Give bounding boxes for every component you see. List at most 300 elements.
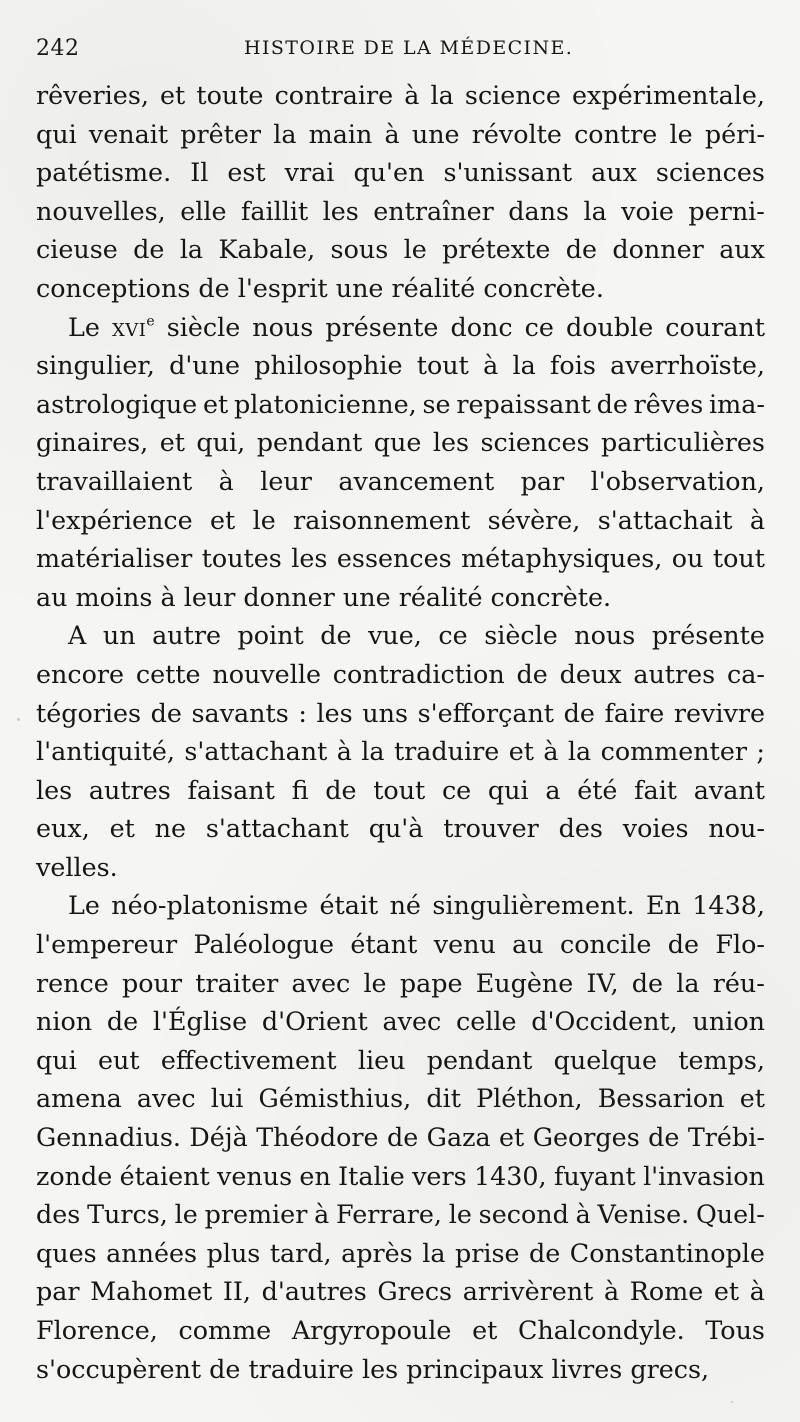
text-word: un: [102, 620, 136, 651]
text-word: double: [565, 311, 654, 342]
text-word: la: [430, 80, 454, 110]
text-word: à: [218, 465, 234, 496]
text-word: faillit: [240, 195, 309, 226]
text-word: ce: [438, 620, 468, 651]
text-word: de: [150, 697, 182, 728]
text-word: faire: [604, 697, 665, 728]
text-word: que: [373, 427, 422, 458]
text-line: s'occupèrent de traduire les principaux livres grecs,: [36, 1353, 710, 1384]
text-word: venu: [433, 929, 496, 960]
text-line: velles.: [36, 851, 118, 882]
text-word: Turcs,: [87, 1199, 168, 1230]
text-word: les: [291, 543, 328, 574]
text-word: qui,: [196, 427, 246, 458]
text-line: [36, 153, 765, 192]
text-line: [36, 886, 765, 925]
text-word: Gémisthius,: [258, 1083, 412, 1114]
text-word: autres: [633, 658, 716, 689]
text-word: II,: [222, 1276, 252, 1307]
text-word: ce: [524, 311, 554, 342]
text-word: eux,: [36, 813, 90, 844]
text-word: s'efforçant: [417, 697, 555, 728]
text-word: contraire: [274, 80, 394, 110]
text-word: sciences: [480, 427, 590, 458]
text-word: des: [36, 1199, 81, 1230]
text-word: est: [227, 157, 266, 188]
text-word: avant: [693, 774, 765, 805]
text-word: toutes: [201, 543, 282, 574]
text-word: venus: [217, 1160, 293, 1191]
text-word: la: [512, 350, 536, 381]
text-line: [36, 1002, 765, 1041]
text-word: elle: [180, 195, 227, 226]
text-line: [36, 1157, 765, 1196]
body-text: [36, 76, 765, 1388]
text-word: et: [499, 1122, 525, 1153]
text-word: cieuse: [36, 234, 118, 265]
text-word: des: [558, 813, 603, 844]
text-word: trouver: [443, 813, 539, 844]
text-line: conceptions de l'esprit une réalité concrète.: [36, 272, 604, 303]
text-word: la: [583, 195, 607, 226]
text-word: la: [676, 967, 700, 998]
running-title: HISTOIRE DE LA MÉDECINE.: [244, 37, 574, 59]
text-word: pendant: [256, 427, 363, 458]
text-word: de: [106, 1006, 139, 1037]
text-word: le: [403, 234, 427, 265]
text-word: s'attachait: [597, 504, 733, 535]
running-header: [36, 36, 764, 66]
text-word: par: [520, 465, 565, 496]
text-word: rêveries,: [36, 80, 149, 110]
text-word: essences: [336, 543, 452, 574]
text-word: Trébi-: [687, 1122, 765, 1153]
text-word: présente: [651, 620, 765, 651]
text-word: et: [472, 1315, 498, 1345]
text-word: raisonnement: [293, 504, 471, 535]
text-word: toute: [196, 80, 264, 110]
text-word: qu'à: [368, 813, 424, 844]
text-word: avec: [382, 1006, 442, 1037]
text-word: le: [363, 967, 387, 998]
text-word: :: [298, 697, 307, 728]
text-line: [36, 385, 765, 424]
text-word: à: [384, 118, 400, 149]
text-word: nou-: [708, 813, 765, 844]
text-line: [36, 346, 765, 385]
text-word: Constantinople: [569, 1237, 765, 1268]
text-word: Pléthon,: [476, 1083, 583, 1114]
text-word: Kabale,: [218, 234, 316, 265]
text-word: nion: [36, 1006, 93, 1037]
text-word: perni-: [688, 195, 765, 226]
text-word: a: [545, 774, 561, 805]
text-word: repaissant: [456, 388, 591, 419]
text-line: [36, 694, 765, 733]
text-word: Rome: [629, 1276, 704, 1307]
text-line: [36, 732, 765, 771]
text-word: Flo-: [715, 929, 765, 960]
text-word: voie: [621, 195, 674, 226]
text-word: fi: [291, 774, 309, 805]
text-word: amena: [36, 1083, 122, 1114]
text-line: [36, 809, 765, 848]
text-word: et: [203, 388, 229, 419]
text-word: à: [404, 80, 420, 110]
text-word: de: [516, 658, 548, 689]
text-word: Gennadius.: [36, 1122, 181, 1153]
text-word: révolte: [471, 118, 562, 149]
text-line: [36, 964, 765, 1003]
text-word: ne: [154, 813, 187, 844]
text-word: une: [411, 118, 460, 149]
text-word: siècle: [484, 620, 558, 651]
text-word: la: [273, 118, 297, 149]
text-word: à: [749, 504, 765, 535]
text-line: [36, 462, 765, 501]
text-word: courant: [665, 311, 765, 342]
text-word: entraîner: [373, 195, 494, 226]
text-word: qui: [36, 118, 77, 149]
text-line: [36, 115, 765, 154]
text-word: leur: [260, 465, 312, 496]
text-word: revivre: [673, 697, 765, 728]
text-word: de: [667, 929, 700, 960]
text-word: commenter: [600, 736, 747, 767]
text-word: vers: [412, 1160, 467, 1191]
text-word: de: [320, 620, 352, 651]
text-line: [36, 76, 765, 115]
text-word: se: [422, 388, 451, 419]
text-word: Bessarion: [597, 1083, 725, 1114]
text-word: étant: [350, 929, 418, 960]
text-word: pape: [399, 967, 463, 998]
text-word: métaphysiques,: [461, 543, 663, 574]
text-word: Tous: [705, 1315, 765, 1345]
text-word: A: [68, 620, 87, 651]
text-word: comme: [178, 1315, 272, 1345]
text-line: [36, 616, 765, 655]
text-word: d'une: [169, 350, 241, 381]
text-word: de: [648, 1122, 680, 1153]
text-word: était: [319, 890, 379, 921]
text-word: Gaza: [426, 1122, 491, 1153]
text-word: ques: [36, 1237, 97, 1268]
text-word: et: [508, 736, 534, 767]
text-word: à: [336, 736, 352, 767]
text-word: les: [432, 427, 470, 458]
text-word: à: [603, 1276, 620, 1307]
text-line: [36, 655, 765, 694]
text-word: astrologique: [36, 388, 198, 419]
text-word: et: [713, 1276, 740, 1307]
text-word: l'observation,: [590, 465, 765, 496]
text-word: tout: [712, 543, 765, 574]
text-word: travaillaient: [36, 465, 193, 496]
text-word: ce: [441, 774, 472, 805]
text-word: fait: [634, 774, 678, 805]
text-word: et: [210, 504, 236, 535]
text-word: le: [448, 1199, 472, 1230]
paper-speck: [731, 1401, 733, 1403]
text-word: tout: [416, 350, 469, 381]
text-line: [36, 1195, 765, 1234]
text-word: l'invasion: [643, 1160, 765, 1191]
text-word: deux: [559, 658, 622, 689]
text-word: Paléologue: [193, 929, 335, 960]
text-word: sévère,: [487, 504, 581, 535]
text-word: et: [160, 80, 186, 110]
text-word: Georges: [532, 1122, 640, 1153]
text-word: de: [325, 774, 357, 805]
text-word: nouvelles,: [36, 195, 166, 226]
text-word: Quel-: [695, 1199, 765, 1230]
text-word: s'attachant: [184, 736, 328, 767]
text-word: zonde: [36, 1160, 113, 1191]
paper-speck: [17, 718, 20, 721]
text-word: de: [563, 697, 595, 728]
text-line: [36, 308, 765, 347]
text-word: Venise.: [597, 1199, 690, 1230]
text-word: réu-: [712, 967, 765, 998]
text-word: particulières: [601, 427, 765, 458]
text-word: après: [341, 1237, 413, 1268]
text-word: néo-platonisme: [111, 890, 309, 921]
text-word: avec: [291, 967, 351, 998]
text-word: de: [565, 234, 598, 265]
text-word: temps,: [678, 1044, 765, 1075]
text-word: vue,: [368, 620, 422, 651]
text-word: années: [106, 1237, 198, 1268]
text-line: [36, 230, 765, 269]
text-word: prise: [454, 1237, 520, 1268]
text-line: [36, 1079, 765, 1118]
text-word: étaient: [119, 1160, 210, 1191]
text-word: et: [109, 813, 135, 844]
text-word: savants: [191, 697, 289, 728]
text-word: philosophie: [254, 350, 403, 381]
text-word: Théodore: [256, 1122, 379, 1153]
text-word: à: [314, 1199, 330, 1230]
text-word: pour: [122, 967, 183, 998]
text-word: qui: [36, 1044, 77, 1075]
text-word: nouvelle: [212, 658, 321, 689]
text-word: ou: [671, 543, 704, 574]
text-word: contre: [574, 118, 658, 149]
text-word: expérimentale,: [572, 80, 765, 110]
text-word: donner: [612, 234, 704, 265]
text-word: contradiction: [332, 658, 505, 689]
text-word: autre: [152, 620, 221, 651]
text-word: nous: [574, 620, 636, 651]
text-word: et: [739, 1083, 765, 1114]
text-word: second: [478, 1199, 569, 1230]
text-word: de: [133, 234, 165, 265]
text-word: premier: [204, 1199, 308, 1230]
text-word: présente: [325, 311, 439, 342]
text-word: né: [389, 890, 421, 921]
text-word: Eugène: [475, 967, 574, 998]
text-word: fois: [550, 350, 596, 381]
text-word: IV,: [586, 967, 619, 998]
text-word: avec: [136, 1083, 196, 1114]
text-word: tout: [373, 774, 426, 805]
text-word: 1438,: [692, 890, 765, 921]
text-word: pendant: [426, 1044, 533, 1075]
text-word: d'Orient: [261, 1006, 368, 1037]
text-word: qui: [487, 774, 529, 805]
text-line: [36, 539, 765, 578]
text-word: la: [361, 736, 385, 767]
text-word: Grecs: [377, 1276, 453, 1307]
text-word: d'Occident,: [531, 1006, 678, 1037]
text-line: [36, 501, 765, 540]
text-word: prêter: [180, 118, 262, 149]
text-word: l'expérience: [36, 504, 193, 535]
text-word: celle: [455, 1006, 517, 1037]
text-word: à: [575, 1199, 591, 1230]
text-line: [36, 1272, 765, 1311]
text-word: les: [316, 697, 353, 728]
text-word: eut: [98, 1044, 140, 1075]
text-word: lui: [210, 1083, 244, 1114]
text-word: et: [159, 427, 185, 458]
text-word: ginaires,: [36, 427, 149, 458]
text-word: les: [36, 774, 73, 805]
text-word: fuyant: [553, 1160, 636, 1191]
text-line: au moins à leur donner une réalité concrète.: [36, 581, 612, 612]
text-word: quelque: [553, 1044, 658, 1075]
text-word: de: [596, 388, 628, 419]
text-word: siècle: [166, 311, 241, 342]
text-word: en: [299, 1160, 331, 1191]
text-line: [36, 1118, 765, 1157]
text-word: point: [237, 620, 304, 651]
text-word: matérialiser: [36, 543, 193, 574]
text-word: nous: [252, 311, 314, 342]
text-word: Déjà: [189, 1122, 248, 1153]
text-word: à: [749, 1276, 765, 1307]
text-line: [36, 192, 765, 231]
text-word: Mahomet: [90, 1276, 213, 1307]
text-word: autres: [88, 774, 171, 805]
text-word: d'autres: [261, 1276, 367, 1307]
text-word: Florence,: [36, 1315, 158, 1345]
text-word: le: [669, 118, 693, 149]
text-line: [36, 1041, 765, 1080]
text-word: le: [252, 504, 276, 535]
text-word: dit: [426, 1083, 461, 1114]
text-word: Argyropoule: [291, 1315, 452, 1345]
text-word: donc: [450, 311, 513, 342]
text-word: par: [36, 1276, 80, 1307]
text-word: traiter: [195, 967, 279, 998]
text-word: platonicienne,: [234, 388, 417, 419]
text-word: Ferrare,: [336, 1199, 442, 1230]
text-line: [36, 1234, 765, 1273]
text-word: venait: [88, 118, 169, 149]
text-word: En: [646, 890, 681, 921]
text-word: Chalcondyle.: [517, 1315, 685, 1345]
text-word: péri-: [704, 118, 765, 149]
text-word: le: [174, 1199, 198, 1230]
text-word: arrivèrent: [462, 1276, 594, 1307]
text-word: la: [179, 234, 204, 265]
text-word: averrhoïste,: [610, 350, 765, 381]
text-word: concile: [560, 929, 652, 960]
text-word: ima-: [709, 388, 765, 419]
text-word: Le: [68, 890, 100, 921]
text-word: singulier,: [36, 350, 155, 381]
text-word: s'unissant: [443, 157, 573, 188]
text-word: tégories: [36, 697, 142, 728]
text-word: vrai: [284, 157, 335, 188]
text-word: avancement: [338, 465, 495, 496]
text-word: union: [692, 1006, 765, 1037]
text-word: rence: [36, 967, 109, 998]
text-word: Il: [190, 157, 209, 188]
text-word: main: [308, 118, 373, 149]
text-word: effectivement: [160, 1044, 337, 1075]
text-word: s'attachant: [205, 813, 349, 844]
text-word: l'empereur: [36, 929, 178, 960]
text-word: Le: [68, 311, 100, 342]
text-word: qu'en: [353, 157, 425, 188]
text-line: [36, 925, 765, 964]
text-word: de: [386, 1122, 419, 1153]
text-line: [36, 423, 765, 462]
text-word: aux: [719, 234, 765, 265]
text-word: voies: [622, 813, 689, 844]
text-word: à: [483, 350, 499, 381]
text-word: tard,: [269, 1237, 332, 1268]
text-word: cette: [135, 658, 201, 689]
text-word: à: [543, 736, 559, 767]
text-word: sous: [330, 234, 389, 265]
text-word: dans: [508, 195, 569, 226]
text-word: uns: [362, 697, 409, 728]
text-word: l'antiquité,: [36, 736, 175, 767]
text-word: sciences: [655, 157, 765, 188]
text-word: 1430,: [473, 1160, 547, 1191]
text-word: rêves: [633, 388, 704, 419]
text-word: prétexte: [442, 234, 551, 265]
text-word: faisant: [187, 774, 275, 805]
text-word: au: [512, 929, 544, 960]
text-word: plus: [206, 1237, 261, 1268]
text-word: la: [422, 1237, 446, 1268]
text-word: été: [577, 774, 618, 805]
text-word: encore: [36, 658, 125, 689]
text-word: patétisme.: [36, 157, 172, 188]
text-word: science: [464, 80, 561, 110]
text-word: l'Église: [152, 1006, 248, 1037]
text-word: de: [529, 1237, 561, 1268]
page-number: 242: [36, 36, 80, 61]
text-word: aux: [591, 157, 637, 188]
text-word: Italie: [338, 1160, 405, 1191]
text-word: de: [631, 967, 664, 998]
text-word: traduire: [393, 736, 500, 767]
text-word: lieu: [357, 1044, 406, 1075]
text-line: [36, 1311, 765, 1350]
text-word: la: [567, 736, 592, 767]
text-word: xvi$^e$: [111, 311, 155, 342]
text-word: ;: [756, 736, 765, 767]
text-word: ca-: [727, 658, 765, 689]
text-word: les: [322, 195, 359, 226]
text-word: singulièrement.: [432, 890, 635, 921]
